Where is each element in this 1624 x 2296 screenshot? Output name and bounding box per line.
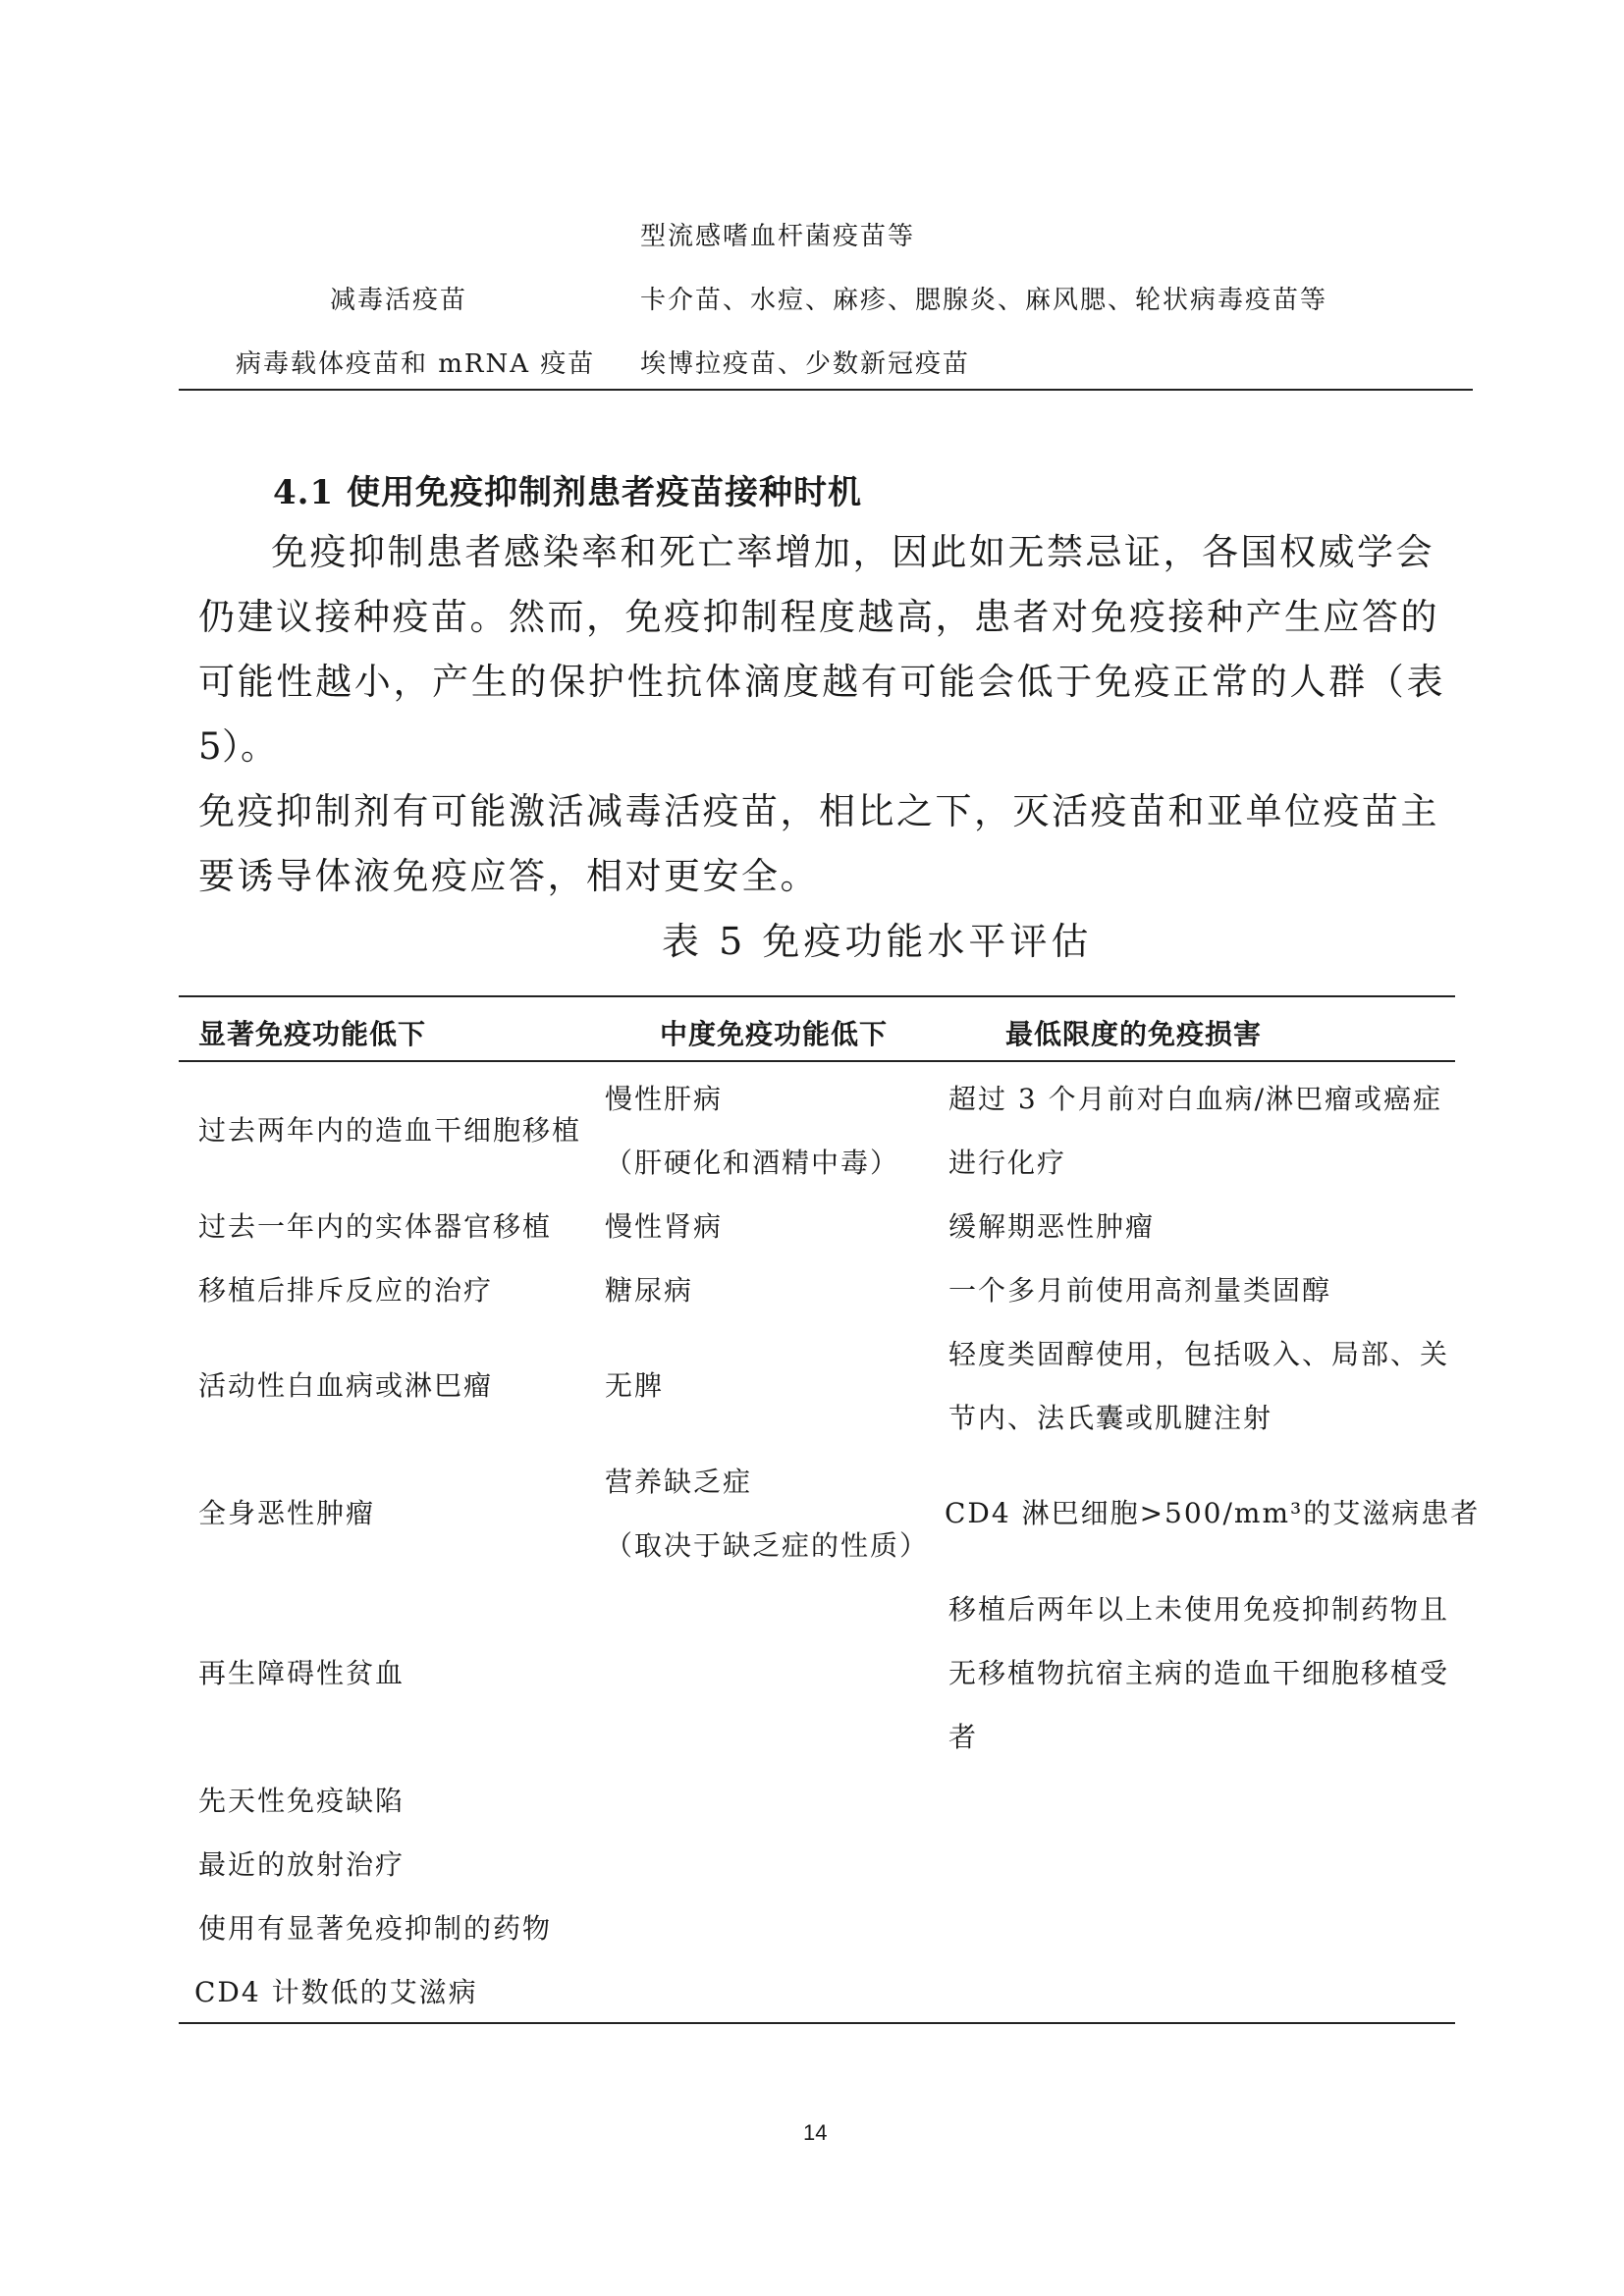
table5-bottom-rule [179, 2022, 1455, 2024]
table-cell: 移植后排斥反应的治疗 [198, 1274, 494, 1307]
paragraph-line: 可能性越小，产生的保护性抗体滴度越有可能会低于免疫正常的人群（表 5）。 [198, 661, 1443, 768]
paragraph-line: 仍建议接种疫苗。然而，免疫抑制程度越高，患者对免疫接种产生应答的 [198, 596, 1439, 638]
table-cell: 无脾 [605, 1369, 665, 1402]
table-cell: 慢性肝病 [605, 1083, 724, 1115]
paragraph-line: 要诱导体液免疫应答，相对更安全。 [198, 855, 819, 897]
section-paragraph [198, 520, 1443, 909]
table-cell: CD4 计数低的艾滋病 [194, 1976, 478, 2008]
table-cell: 全身恶性肿瘤 [198, 1497, 376, 1529]
paragraph-line: 免疫抑制剂有可能激活减毒活疫苗，相比之下，灭活疫苗和亚单位疫苗主 [198, 790, 1439, 832]
table-cell: （取决于缺乏症的性质） [605, 1529, 930, 1562]
table5-top-rule [179, 995, 1455, 997]
section-heading: 4.1 使用免疫抑制剂患者疫苗接种时机 [273, 473, 862, 512]
column-header: 显著免疫功能低下 [198, 1018, 427, 1050]
table-cell: 先天性免疫缺陷 [198, 1785, 406, 1817]
table-cell: 一个多月前使用高剂量类固醇 [948, 1274, 1332, 1307]
table5-header-rule [179, 1060, 1455, 1062]
page-number: 14 [803, 2120, 828, 2145]
table-cell: （肝硬化和酒精中毒） [605, 1147, 900, 1179]
table-caption: 表 5 免疫功能水平评估 [662, 920, 1093, 963]
table-cell: 节内、法氏囊或肌腱注射 [948, 1402, 1273, 1434]
table-cell: 者 [948, 1721, 979, 1753]
table4-cell-right: 型流感嗜血杆菌疫苗等 [640, 222, 916, 251]
table-cell: 进行化疗 [948, 1147, 1067, 1179]
table-cell: 再生障碍性贫血 [198, 1657, 406, 1689]
table-cell: 活动性白血病或淋巴瘤 [198, 1369, 494, 1402]
column-header: 中度免疫功能低下 [660, 1018, 889, 1050]
table-cell: 轻度类固醇使用，包括吸入、局部、关 [948, 1338, 1450, 1370]
table-cell: CD4 淋巴细胞>500/mm³的艾滋病患者 [945, 1497, 1481, 1529]
table-cell: 最近的放射治疗 [198, 1848, 406, 1881]
table-cell: 缓解期恶性肿瘤 [948, 1210, 1156, 1243]
table-cell: 糖尿病 [605, 1274, 694, 1307]
table-cell: 移植后两年以上未使用免疫抑制药物且 [948, 1593, 1450, 1626]
table-cell: 过去两年内的造血干细胞移植 [198, 1114, 582, 1147]
table-cell: 慢性肾病 [605, 1210, 724, 1243]
table-cell: 超过 3 个月前对白血病/淋巴瘤或癌症 [948, 1083, 1443, 1115]
table4-cell-left: 病毒载体疫苗和 mRNA 疫苗 [236, 349, 596, 379]
paragraph-line: 免疫抑制患者感染率和死亡率增加，因此如无禁忌证，各国权威学会 [271, 531, 1435, 573]
table-cell: 营养缺乏症 [605, 1466, 753, 1498]
table4-cell-right: 卡介苗、水痘、麻疹、腮腺炎、麻风腮、轮状病毒疫苗等 [640, 286, 1328, 315]
table4-cell-right: 埃博拉疫苗、少数新冠疫苗 [640, 349, 971, 379]
column-header: 最低限度的免疫损害 [1005, 1018, 1263, 1050]
table-cell: 使用有显著免疫抑制的药物 [198, 1912, 553, 1945]
table-cell: 过去一年内的实体器官移植 [198, 1210, 553, 1243]
table4-cell-left: 减毒活疫苗 [330, 286, 468, 315]
table-cell: 无移植物抗宿主病的造血干细胞移植受 [948, 1657, 1450, 1689]
table4-bottom-rule [179, 389, 1473, 391]
